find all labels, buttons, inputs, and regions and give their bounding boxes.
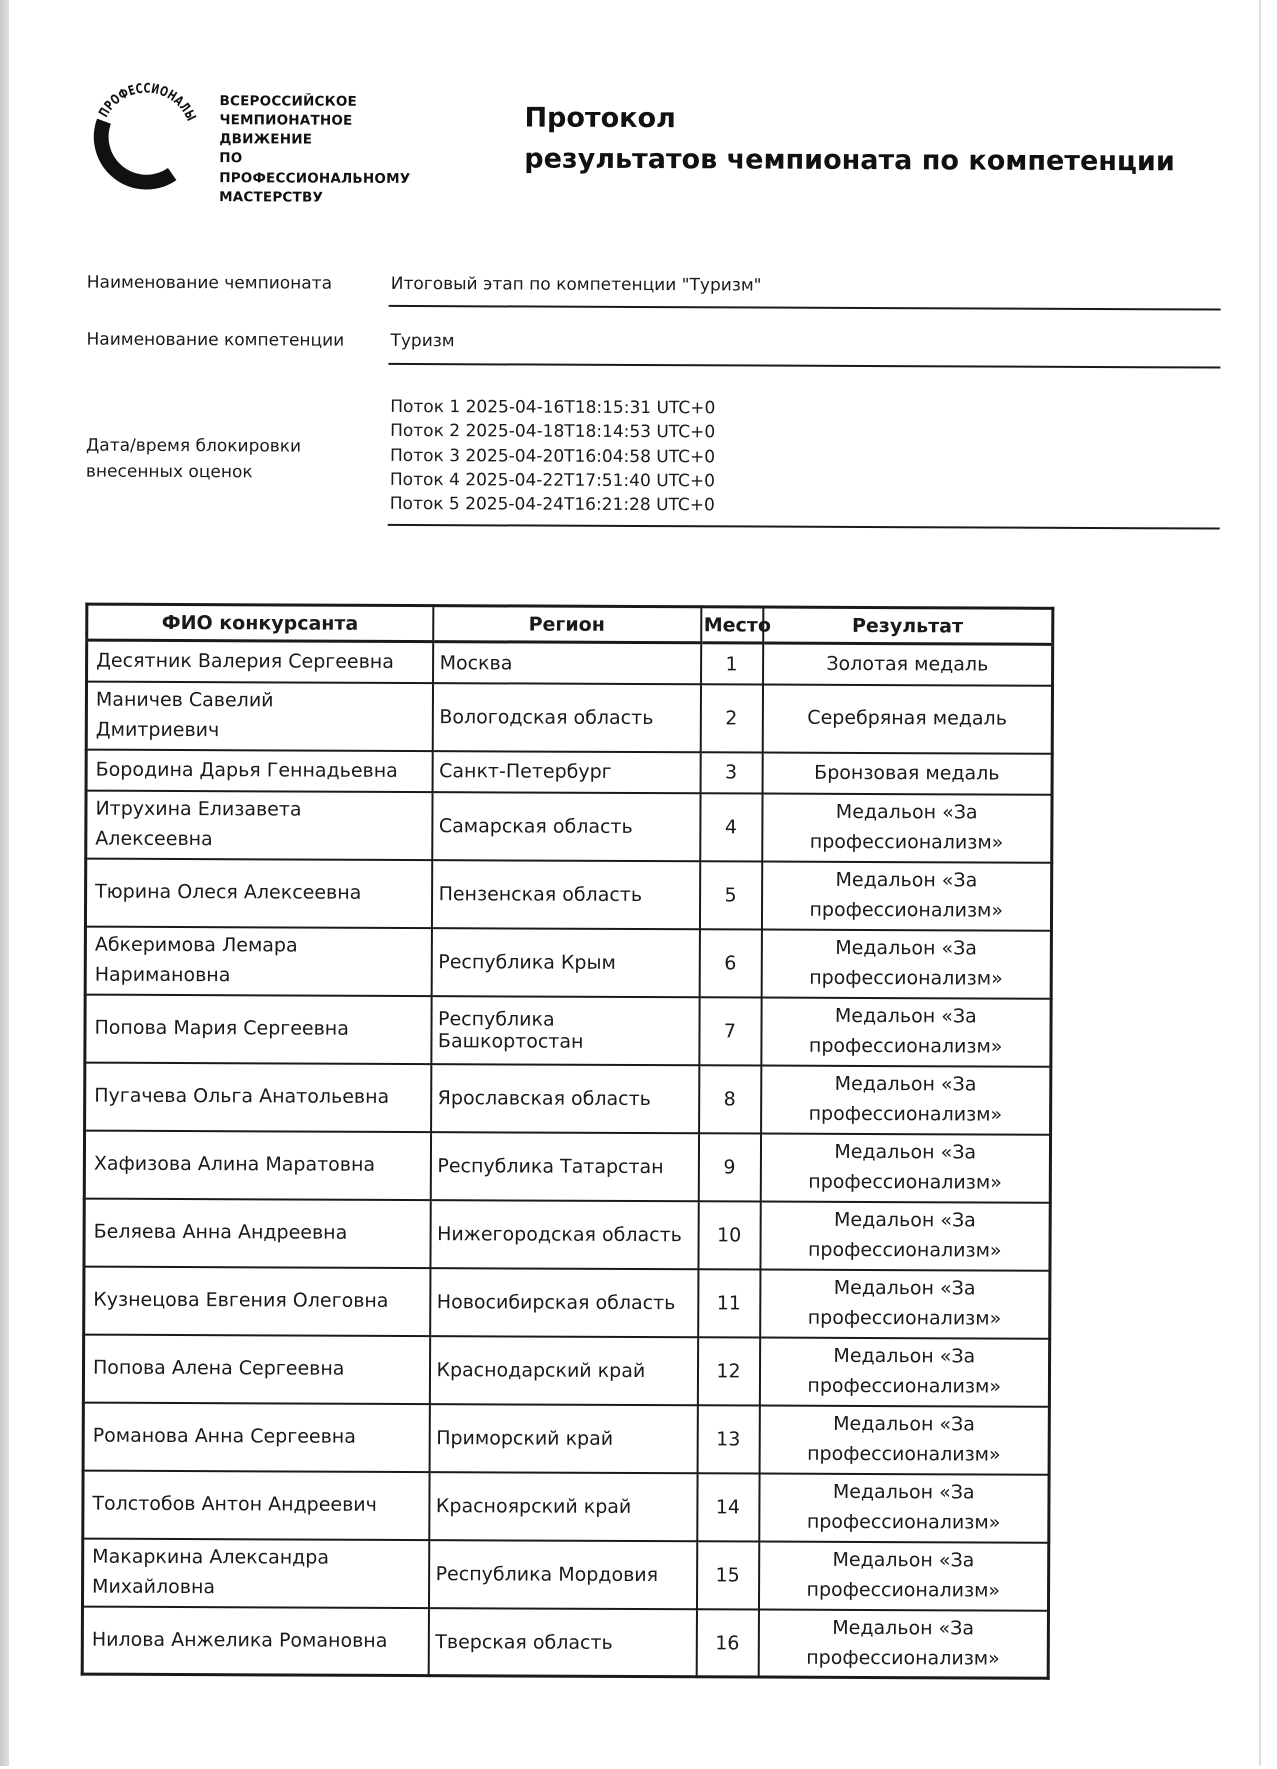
place-cell: 14 — [697, 1473, 759, 1541]
logo-ring-text: ПРОФЕССИОНАЛЫ — [96, 81, 201, 128]
result-cell: Медальон «За профессионализм» — [760, 1269, 1050, 1338]
table-row — [85, 995, 1051, 1067]
place-cell: 10 — [698, 1201, 760, 1269]
result-cell: Медальон «За профессионализм» — [760, 1133, 1050, 1202]
org-name-line: ПО ПРОФЕССИОНАЛЬНОМУ — [219, 150, 411, 187]
table-row — [84, 1199, 1050, 1271]
header-row — [87, 605, 1053, 645]
table-row — [82, 1539, 1048, 1611]
championship-name-value: Итоговый этап по компетенции "Туризм" — [389, 270, 1221, 311]
championship-name-label: Наименование чемпионата — [86, 272, 333, 294]
result-cell: Медальон «За профессионализм» — [759, 1337, 1049, 1406]
org-name — [219, 92, 424, 208]
place-cell: 15 — [696, 1541, 758, 1609]
page-title — [524, 98, 1175, 183]
result-cell: Медальон «За профессионализм» — [759, 1405, 1049, 1474]
place-cell: 5 — [699, 861, 761, 929]
page-title-line2: результатов чемпионата по компетенции — [524, 143, 1175, 178]
table-row — [87, 641, 1053, 686]
place-cell: 12 — [697, 1337, 759, 1405]
results-table-head — [87, 605, 1053, 645]
place-cell: 1 — [701, 643, 763, 684]
results-table-body — [82, 641, 1053, 1679]
result-cell: Медальон «За профессионализм» — [761, 929, 1051, 998]
contestant-name-cell: Попова Мария Сергеевна — [85, 995, 431, 1065]
table-row — [84, 1131, 1050, 1203]
table-row — [86, 750, 1052, 795]
region-cell: Республика Татарстан — [430, 1132, 698, 1201]
meta-section — [86, 269, 1221, 530]
result-cell: Медальон «За профессионализм» — [759, 1473, 1049, 1542]
result-cell: Медальон «За профессионализм» — [758, 1609, 1048, 1678]
table-row — [83, 1403, 1049, 1475]
org-name-line: МАСТЕРСТВУ — [219, 188, 324, 206]
competence-name-label: Наименование компетенции — [86, 330, 345, 352]
page-title-line1: Протокол — [524, 102, 676, 135]
region-cell: Краснодарский край — [429, 1336, 697, 1405]
contestant-name-cell: Абкеримова Лемара Наримановна — [85, 927, 431, 997]
table-row — [83, 1471, 1049, 1543]
result-cell: Бронзовая медаль — [762, 752, 1052, 794]
header-contestant-name: ФИО конкурсанта — [87, 605, 433, 643]
place-cell: 6 — [699, 929, 761, 997]
table-row — [85, 927, 1051, 999]
place-cell: 11 — [698, 1269, 760, 1337]
contestant-name-cell: Беляева Анна Андреевна — [84, 1199, 430, 1269]
table-row — [84, 1267, 1050, 1339]
region-cell: Ярославская область — [431, 1064, 699, 1133]
region-cell: Республика Крым — [431, 928, 699, 997]
table-row — [82, 1607, 1048, 1679]
region-cell: Республика Мордовия — [428, 1540, 696, 1609]
place-cell: 2 — [700, 684, 762, 752]
table-row — [86, 682, 1052, 754]
table-row — [85, 1063, 1051, 1135]
table-row — [83, 1335, 1049, 1407]
meta-row-championship — [87, 269, 1221, 311]
lock-datetime-label: Дата/время блокировки внесенных оценок — [85, 435, 302, 482]
contestant-name-cell: Нилова Анжелика Романовна — [82, 1607, 428, 1677]
results-table — [81, 603, 1055, 1680]
logo-ring-arc — [101, 121, 172, 182]
contestant-name-cell: Кузнецова Евгения Олеговна — [84, 1267, 430, 1337]
contestant-name-cell: Толстобов Антон Андреевич — [83, 1471, 429, 1541]
contestant-name-cell: Хафизова Алина Маратовна — [84, 1131, 430, 1201]
region-cell: Москва — [433, 642, 701, 684]
table-row — [86, 791, 1052, 863]
place-cell: 8 — [699, 1065, 761, 1133]
lock-datetime-line: Поток 1 2025-04-16T18:15:31 UTC+0 — [390, 396, 716, 419]
result-cell: Медальон «За профессионализм» — [761, 1065, 1051, 1134]
contestant-name-cell: Маничев Савелий Дмитриевич — [86, 682, 432, 752]
place-cell: 3 — [700, 752, 762, 793]
region-cell: Красноярский край — [429, 1472, 697, 1541]
region-cell: Самарская область — [432, 792, 700, 861]
result-cell: Серебряная медаль — [762, 684, 1052, 753]
region-cell: Нижегородская область — [430, 1200, 698, 1269]
meta-row-lock-datetime — [86, 392, 1221, 530]
header-place: Место — [701, 607, 763, 643]
org-name-line: ЧЕМПИОНАТНОЕ — [219, 112, 353, 129]
region-cell: Тверская область — [428, 1608, 696, 1677]
document-header — [87, 78, 1222, 212]
place-cell: 13 — [697, 1405, 759, 1473]
header-result: Результат — [763, 607, 1053, 644]
lock-datetime-line: Поток 3 2025-04-20T16:04:58 UTC+0 — [389, 445, 716, 467]
header-region: Регион — [433, 606, 701, 643]
contestant-name-cell: Бородина Дарья Геннадьевна — [86, 750, 432, 793]
professionals-logo-icon — [87, 78, 206, 197]
region-cell: Новосибирская область — [430, 1268, 698, 1337]
contestant-name-cell: Попова Алена Сергеевна — [83, 1335, 429, 1405]
contestant-name-cell: Тюрина Олеся Алексеевна — [85, 859, 431, 929]
result-cell: Медальон «За профессионализм» — [761, 997, 1051, 1066]
lock-datetime-line: Поток 4 2025-04-22T17:51:40 UTC+0 — [389, 469, 716, 492]
region-cell: Республика Башкортостан — [431, 996, 699, 1065]
result-cell: Медальон «За профессионализм» — [762, 793, 1052, 862]
place-cell: 16 — [696, 1609, 758, 1677]
contestant-name-cell: Десятник Валерия Сергеевна — [87, 641, 433, 684]
result-cell: Золотая медаль — [763, 643, 1053, 685]
contestant-name-cell: Итрухина Елизавета Алексеевна — [86, 791, 432, 861]
place-cell: 7 — [699, 997, 761, 1065]
region-cell: Санкт-Петербург — [432, 751, 700, 793]
result-cell: Медальон «За профессионализм» — [758, 1541, 1048, 1610]
place-cell: 4 — [700, 793, 762, 861]
contestant-name-cell: Макаркина Александра Михайловна — [82, 1539, 428, 1609]
contestant-name-cell: Романова Анна Сергеевна — [83, 1403, 429, 1473]
org-name-line: ДВИЖЕНИЕ — [219, 131, 313, 148]
lock-datetime-values — [388, 393, 1221, 530]
region-cell: Пензенская область — [431, 860, 699, 929]
region-cell: Приморский край — [429, 1404, 697, 1473]
lock-datetime-line: Поток 2 2025-04-18T18:14:53 UTC+0 — [390, 421, 716, 443]
table-row — [85, 859, 1051, 931]
meta-row-competence — [86, 326, 1220, 368]
contestant-name-cell: Пугачева Ольга Анатольевна — [85, 1063, 431, 1133]
lock-datetime-line: Поток 5 2025-04-24T16:21:28 UTC+0 — [389, 494, 715, 516]
place-cell: 9 — [698, 1133, 760, 1201]
competence-name-value: Туризм — [388, 327, 1220, 368]
org-name-line: ВСЕРОССИЙСКОЕ — [219, 93, 358, 110]
result-cell: Медальон «За профессионализм» — [761, 861, 1051, 930]
region-cell: Вологодская область — [432, 683, 700, 752]
result-cell: Медальон «За профессионализм» — [760, 1201, 1050, 1270]
